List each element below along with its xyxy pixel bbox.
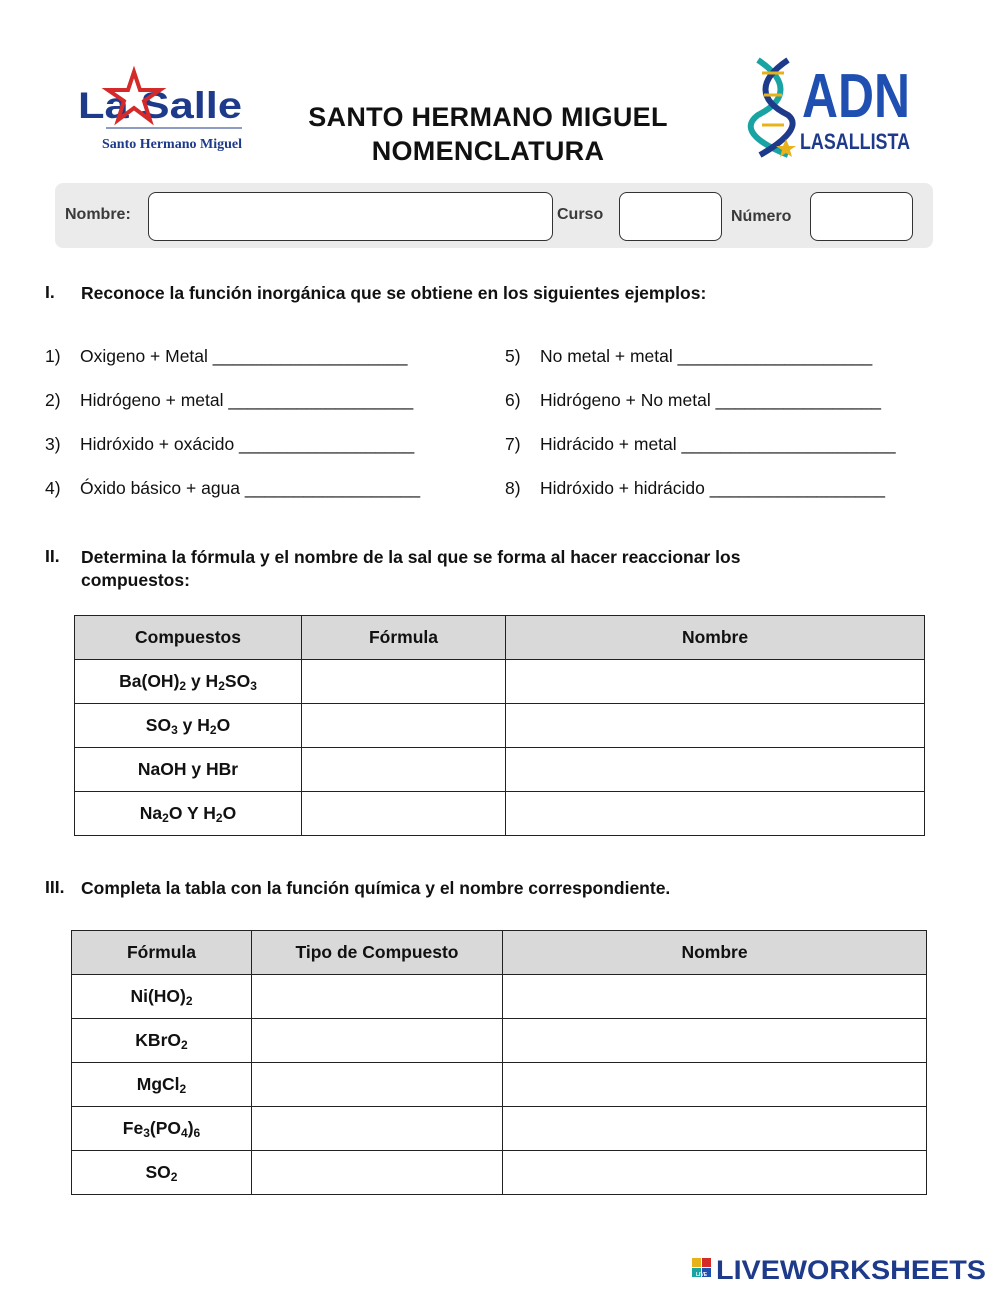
formula-answer-cell[interactable] <box>302 660 506 704</box>
name-answer-cell[interactable] <box>503 1019 927 1063</box>
list-item: 7) Hidrácido + metal ______________________ <box>505 434 896 454</box>
name-answer-cell[interactable] <box>506 748 925 792</box>
formula-cell: $Ni(HO)_2$ <box>72 975 252 1019</box>
formula-cell: $Fe_3(PO_4)_6$ <box>72 1107 252 1151</box>
salt-table <box>74 615 925 836</box>
table-row <box>75 748 925 792</box>
table-row <box>75 792 925 836</box>
page-title <box>280 100 696 168</box>
svg-text:ADN: ADN <box>802 62 910 131</box>
section-1-numeral: I. <box>45 282 55 302</box>
compound-cell: $Ba(OH)_2$ y $H_2SO_3$ <box>75 660 302 704</box>
compound-table <box>71 930 927 1195</box>
list-item: 8) Hidróxido + hidrácido __________________ <box>505 478 885 498</box>
section-2-prompt: Determina la fórmula y el nombre de la sal que se forma al hacer reaccionar los compuestos: <box>81 547 741 590</box>
column-header: Nombre <box>506 616 925 660</box>
name-input[interactable] <box>148 192 553 241</box>
type-answer-cell[interactable] <box>252 1151 503 1195</box>
column-header: Nombre <box>503 931 927 975</box>
name-label: Nombre: <box>65 206 131 223</box>
name-answer-cell[interactable] <box>506 704 925 748</box>
title-line-2: NOMENCLATURA <box>371 136 605 166</box>
column-header: Fórmula <box>72 931 252 975</box>
course-label: Curso <box>557 206 604 223</box>
liveworksheets-logo <box>692 1254 992 1284</box>
table-row <box>75 704 925 748</box>
list-item: 5) No metal + metal ____________________ <box>505 346 873 366</box>
live-badge-text: LIVE <box>696 1272 708 1278</box>
formula-cell: $SO_2$ <box>72 1151 252 1195</box>
section-1-prompt: Reconoce la función inorgánica que se obtiene en los siguientes ejemplos: <box>81 283 707 303</box>
type-answer-cell[interactable] <box>252 1107 503 1151</box>
number-label: Número <box>731 208 792 225</box>
table-row <box>72 975 927 1019</box>
table-row <box>75 660 925 704</box>
svg-text:LASALLISTA: LASALLISTA <box>800 129 911 154</box>
dna-icon <box>748 55 918 160</box>
list-item: 3) Hidróxido + oxácido __________________ <box>45 434 415 454</box>
type-answer-cell[interactable] <box>252 1063 503 1107</box>
table-row <box>72 1063 927 1107</box>
name-answer-cell[interactable] <box>503 975 927 1019</box>
section-3-prompt: Completa la tabla con la función química y el nombre correspondiente. <box>81 878 671 898</box>
section-3-numeral: III. <box>45 877 65 897</box>
compound-cell: $Na_2O$ Y $H_2O$ <box>75 792 302 836</box>
name-answer-cell[interactable] <box>503 1107 927 1151</box>
column-header: Fórmula <box>302 616 506 660</box>
lasalle-subtitle: Santo Hermano Miguel <box>102 137 242 152</box>
type-answer-cell[interactable] <box>252 975 503 1019</box>
formula-cell: KBrO$_2$ <box>72 1019 252 1063</box>
name-answer-cell[interactable] <box>503 1063 927 1107</box>
list-item: 6) Hidrógeno + No metal _________________ <box>505 390 882 410</box>
formula-answer-cell[interactable] <box>302 792 506 836</box>
adn-lasallista-logo <box>748 55 918 160</box>
list-item: 4) Óxido básico + agua __________________ <box>45 478 421 498</box>
column-header: Tipo de Compuesto <box>252 931 503 975</box>
table-row <box>72 1151 927 1195</box>
formula-cell: MgCl$_2$ <box>72 1063 252 1107</box>
footer-brand-text: LIVEWORKSHEETS <box>716 1255 986 1285</box>
formula-answer-cell[interactable] <box>302 748 506 792</box>
number-input[interactable] <box>810 192 913 241</box>
table-row <box>72 1107 927 1151</box>
name-answer-cell[interactable] <box>506 792 925 836</box>
section-2-numeral: II. <box>45 546 60 566</box>
list-item: 1) Oxigeno + Metal ____________________ <box>45 346 408 366</box>
course-input[interactable] <box>619 192 722 241</box>
name-answer-cell[interactable] <box>506 660 925 704</box>
type-answer-cell[interactable] <box>252 1019 503 1063</box>
list-item: 2) Hidrógeno + metal ___________________ <box>45 390 414 410</box>
compound-cell: NaOH y HBr <box>75 748 302 792</box>
formula-answer-cell[interactable] <box>302 704 506 748</box>
name-answer-cell[interactable] <box>503 1151 927 1195</box>
column-header: Compuestos <box>75 616 302 660</box>
table-row <box>72 1019 927 1063</box>
compound-cell: $SO_3$ y $H_2O$ <box>75 704 302 748</box>
lasalle-logo <box>74 70 254 160</box>
lasalle-brand-text: La Salle <box>78 85 243 126</box>
title-line-1: SANTO HERMANO MIGUEL <box>308 102 668 132</box>
